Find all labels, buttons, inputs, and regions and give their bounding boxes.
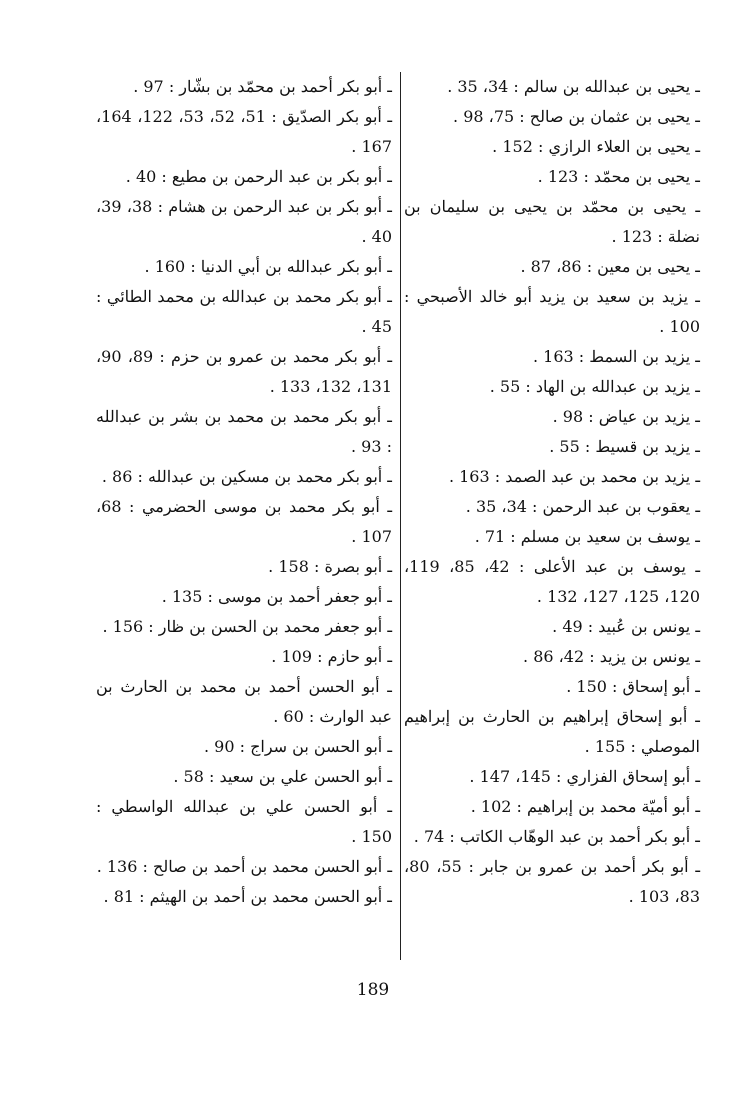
index-entry: ـ يونس بن يزيد : 42، 86 . — [523, 647, 700, 666]
index-entry: ـ يزيد بن محمد بن عبد الصمد : 163 . — [448, 467, 700, 486]
index-entry: ـ أبو الحسن بن سراج : 90 . — [203, 737, 392, 756]
index-entry: ـ يحيى بن عبدالله بن سالم : 34، 35 . — [447, 77, 700, 96]
index-entry: ـ أبو جعفر أحمد بن موسى : 135 . — [161, 587, 392, 606]
index-column-left — [96, 72, 392, 912]
index-entry: ـ أبو إسحاق الفزاري : 145، 147 . — [469, 767, 700, 786]
index-entry: ـ يزيد بن السمط : 163 . — [532, 347, 700, 366]
index-entry: ـ أبو أميّة محمد بن إبراهيم : 102 . — [470, 797, 700, 816]
index-entry: ـ أبو بكر أحمد بن عمرو بن جابر : 55، 80، 83، 103 . — [404, 857, 701, 906]
index-entry: ـ أبو الحسن محمد بن أحمد بن الهيثم : 81 . — [103, 887, 392, 906]
index-entry: ـ يحيى بن عثمان بن صالح : 75، 98 . — [453, 107, 700, 126]
index-entry: ـ يحيى بن العلاء الرازي : 152 . — [492, 137, 700, 156]
index-entry: ـ أبو بكر بن عبد الرحمن بن مطيع : 40 . — [125, 167, 392, 186]
index-entry: ـ أبو الحسن محمد بن أحمد بن صالح : 136 . — [96, 857, 392, 876]
index-entry: ـ أبو بكر محمد بن عمرو بن حزم : 89، 90، 131، 132، 133 . — [96, 347, 392, 396]
index-entry: ـ يحيى بن معين : 86، 87 . — [520, 257, 700, 276]
index-entry: ـ أبو جعفر محمد بن الحسن بن ظار : 156 . — [102, 617, 392, 636]
index-entry: ـ أبو بكر بن عبد الرحمن بن هشام : 38، 39، 40 . — [96, 197, 392, 246]
column-divider — [400, 72, 401, 960]
index-entry: ـ يحيى بن محمّد بن يحيى بن سليمان بن نضلة : 123 . — [404, 197, 700, 246]
index-entry: ـ أبو بصرة : 158 . — [268, 557, 392, 576]
index-entry: ـ أبو بكر محمد بن مسكين بن عبدالله : 86 . — [101, 467, 392, 486]
index-entry: ـ يوسف بن عبد الأعلى : 42، 85، 119، 120، 125، 127، 132 . — [404, 557, 700, 606]
index-entry: ـ يعقوب بن عبد الرحمن : 34، 35 . — [465, 497, 700, 516]
index-entry: ـ أبو بكر محمد بن عبدالله بن محمد الطائي : 45 . — [96, 287, 392, 336]
index-entry: ـ أبو الحسن أحمد بن محمد بن الحارث بن عبد الوارث : 60 . — [96, 677, 392, 726]
index-column-right — [404, 72, 700, 912]
index-entry: ـ أبو الحسن علي بن عبدالله الواسطي : 150 . — [96, 797, 392, 846]
page-number: 189 — [356, 980, 390, 1000]
index-entry: ـ أبو بكر محمد بن محمد بن بشر بن عبدالله : 93 . — [96, 407, 392, 456]
index-entry: ـ يزيد بن سعيد بن يزيد أبو خالد الأصبحي : 100 . — [404, 287, 700, 336]
index-entry: ـ يحيى بن محمّد : 123 . — [537, 167, 700, 186]
index-entry: ـ يوسف بن سعيد بن مسلم : 71 . — [474, 527, 700, 546]
index-entry: ـ أبو حازم : 109 . — [271, 647, 392, 666]
index-entry: ـ يونس بن عُبيد : 49 . — [552, 617, 700, 636]
index-entry: ـ أبو بكر الصدّيق : 51، 52، 53، 122، 164، 167 . — [96, 107, 393, 156]
index-entry: ـ يزيد بن قسيط : 55 . — [549, 437, 700, 456]
index-entry: ـ أبو بكر محمد بن موسى الحضرمي : 68، 107 . — [96, 497, 392, 546]
index-entry: ـ يزيد بن عبدالله بن الهاد : 55 . — [489, 377, 700, 396]
index-entry: ـ أبو إسحاق : 150 . — [566, 677, 700, 696]
index-entry: ـ أبو بكر عبدالله بن أبي الدنيا : 160 . — [144, 257, 392, 276]
index-entry: ـ أبو الحسن علي بن سعيد : 58 . — [173, 767, 392, 786]
index-entry: ـ أبو إسحاق إبراهيم بن الحارث بن إبراهيم الموصلي : 155 . — [404, 707, 700, 756]
index-entry: ـ أبو بكر أحمد بن محمّد بن بشّار : 97 . — [133, 77, 392, 96]
index-entry: ـ أبو بكر أحمد بن عبد الوهّاب الكاتب : 74 . — [413, 827, 700, 846]
index-entry: ـ يزيد بن عياض : 98 . — [552, 407, 700, 426]
